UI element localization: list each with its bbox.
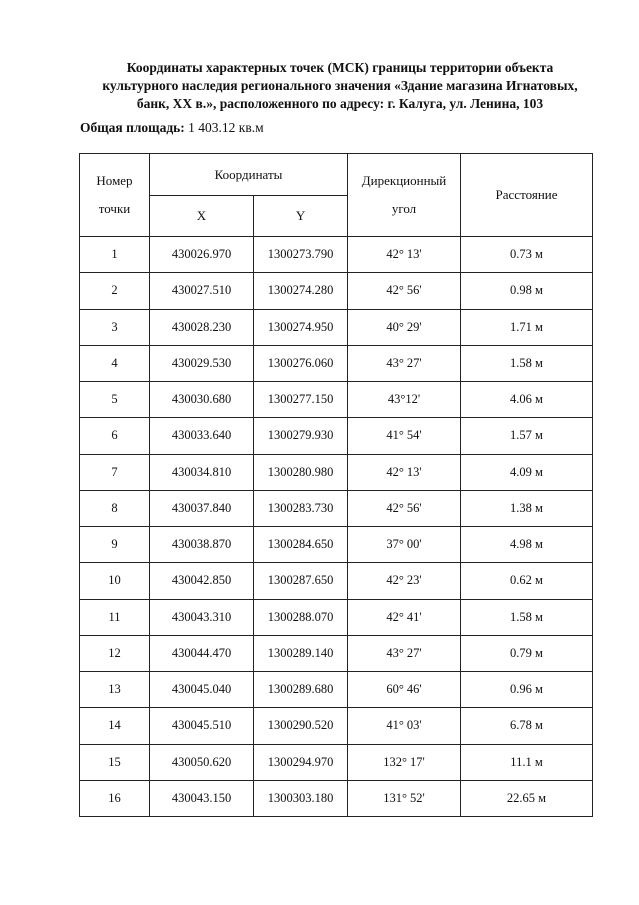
cell-y: 1300280.980 [254, 454, 348, 490]
cell-x: 430043.310 [150, 599, 254, 635]
cell-y: 1300294.970 [254, 744, 348, 780]
table-row [80, 708, 593, 744]
cell-distance: 4.06 м [461, 382, 593, 418]
cell-y: 1300284.650 [254, 527, 348, 563]
title-line-2: культурного наследия регионального значения «Здание магазина Игнатовых, [102, 78, 578, 93]
cell-x: 430026.970 [150, 237, 254, 273]
cell-direction-angle: 37° 00' [348, 527, 461, 563]
cell-y: 1300290.520 [254, 708, 348, 744]
cell-direction-angle: 41° 03' [348, 708, 461, 744]
cell-distance: 0.98 м [461, 273, 593, 309]
cell-y: 1300288.070 [254, 599, 348, 635]
document-title [70, 59, 610, 113]
cell-direction-angle: 40° 29' [348, 309, 461, 345]
table-row [80, 490, 593, 526]
cell-x: 430043.150 [150, 780, 254, 816]
title-line-3: банк, XX в.», расположенного по адресу: г. Калуга, ул. Ленина, 103 [136, 96, 544, 111]
cell-x: 430050.620 [150, 744, 254, 780]
cell-distance: 0.96 м [461, 672, 593, 708]
cell-distance: 4.09 м [461, 454, 593, 490]
table-row [80, 527, 593, 563]
cell-y: 1300273.790 [254, 237, 348, 273]
cell-x: 430029.530 [150, 345, 254, 381]
header-direction-angle: Дирекционный угол [348, 154, 461, 237]
cell-distance: 1.58 м [461, 599, 593, 635]
cell-x: 430028.230 [150, 309, 254, 345]
cell-direction-angle: 43° 27' [348, 345, 461, 381]
cell-point-number: 15 [80, 744, 150, 780]
cell-point-number: 3 [80, 309, 150, 345]
title-line-1: Координаты характерных точек (МСК) границы территории объекта [126, 60, 554, 75]
cell-distance: 0.79 м [461, 635, 593, 671]
cell-direction-angle: 42° 23' [348, 563, 461, 599]
cell-y: 1300276.060 [254, 345, 348, 381]
cell-y: 1300274.280 [254, 273, 348, 309]
cell-distance: 1.58 м [461, 345, 593, 381]
cell-x: 430042.850 [150, 563, 254, 599]
table-row [80, 237, 593, 273]
cell-direction-angle: 60° 46' [348, 672, 461, 708]
cell-y: 1300303.180 [254, 780, 348, 816]
table-row [80, 309, 593, 345]
cell-direction-angle: 42° 13' [348, 237, 461, 273]
cell-point-number: 14 [80, 708, 150, 744]
table-row [80, 418, 593, 454]
cell-y: 1300289.140 [254, 635, 348, 671]
cell-point-number: 11 [80, 599, 150, 635]
cell-direction-angle: 42° 56' [348, 273, 461, 309]
cell-direction-angle: 42° 13' [348, 454, 461, 490]
cell-distance: 4.98 м [461, 527, 593, 563]
table-body [80, 237, 593, 817]
cell-x: 430038.870 [150, 527, 254, 563]
cell-y: 1300287.650 [254, 563, 348, 599]
cell-x: 430030.680 [150, 382, 254, 418]
cell-point-number: 12 [80, 635, 150, 671]
total-area-label: Общая площадь: [80, 120, 185, 135]
table-header-row-1 [80, 154, 593, 196]
cell-x: 430045.510 [150, 708, 254, 744]
total-area [80, 120, 264, 136]
cell-y: 1300274.950 [254, 309, 348, 345]
cell-point-number: 7 [80, 454, 150, 490]
cell-point-number: 16 [80, 780, 150, 816]
cell-direction-angle: 43°12' [348, 382, 461, 418]
cell-distance: 0.62 м [461, 563, 593, 599]
cell-distance: 1.71 м [461, 309, 593, 345]
table-row [80, 563, 593, 599]
cell-point-number: 6 [80, 418, 150, 454]
cell-point-number: 8 [80, 490, 150, 526]
header-coordinates: Координаты [150, 154, 348, 196]
table-row [80, 345, 593, 381]
cell-direction-angle: 43° 27' [348, 635, 461, 671]
cell-distance: 11.1 м [461, 744, 593, 780]
cell-point-number: 10 [80, 563, 150, 599]
cell-point-number: 13 [80, 672, 150, 708]
cell-point-number: 4 [80, 345, 150, 381]
header-x: X [150, 196, 254, 237]
cell-y: 1300279.930 [254, 418, 348, 454]
cell-y: 1300283.730 [254, 490, 348, 526]
cell-x: 430045.040 [150, 672, 254, 708]
cell-point-number: 9 [80, 527, 150, 563]
cell-direction-angle: 131° 52' [348, 780, 461, 816]
table-row [80, 635, 593, 671]
cell-direction-angle: 132° 17' [348, 744, 461, 780]
cell-x: 430033.640 [150, 418, 254, 454]
coordinates-table [79, 153, 593, 817]
table-row [80, 599, 593, 635]
cell-distance: 22.65 м [461, 780, 593, 816]
table-row [80, 744, 593, 780]
cell-x: 430037.840 [150, 490, 254, 526]
cell-distance: 6.78 м [461, 708, 593, 744]
cell-y: 1300277.150 [254, 382, 348, 418]
cell-x: 430044.470 [150, 635, 254, 671]
cell-distance: 0.73 м [461, 237, 593, 273]
cell-direction-angle: 42° 41' [348, 599, 461, 635]
header-point-number: Номер точки [80, 154, 150, 237]
cell-direction-angle: 42° 56' [348, 490, 461, 526]
cell-point-number: 1 [80, 237, 150, 273]
header-distance: Расстояние [461, 154, 593, 237]
table-row [80, 672, 593, 708]
table-row [80, 382, 593, 418]
total-area-value: 1 403.12 кв.м [188, 120, 264, 135]
cell-y: 1300289.680 [254, 672, 348, 708]
cell-direction-angle: 41° 54' [348, 418, 461, 454]
cell-distance: 1.57 м [461, 418, 593, 454]
cell-distance: 1.38 м [461, 490, 593, 526]
table-row [80, 454, 593, 490]
cell-point-number: 5 [80, 382, 150, 418]
cell-x: 430034.810 [150, 454, 254, 490]
cell-x: 430027.510 [150, 273, 254, 309]
table-row [80, 780, 593, 816]
cell-point-number: 2 [80, 273, 150, 309]
table-row [80, 273, 593, 309]
header-y: Y [254, 196, 348, 237]
